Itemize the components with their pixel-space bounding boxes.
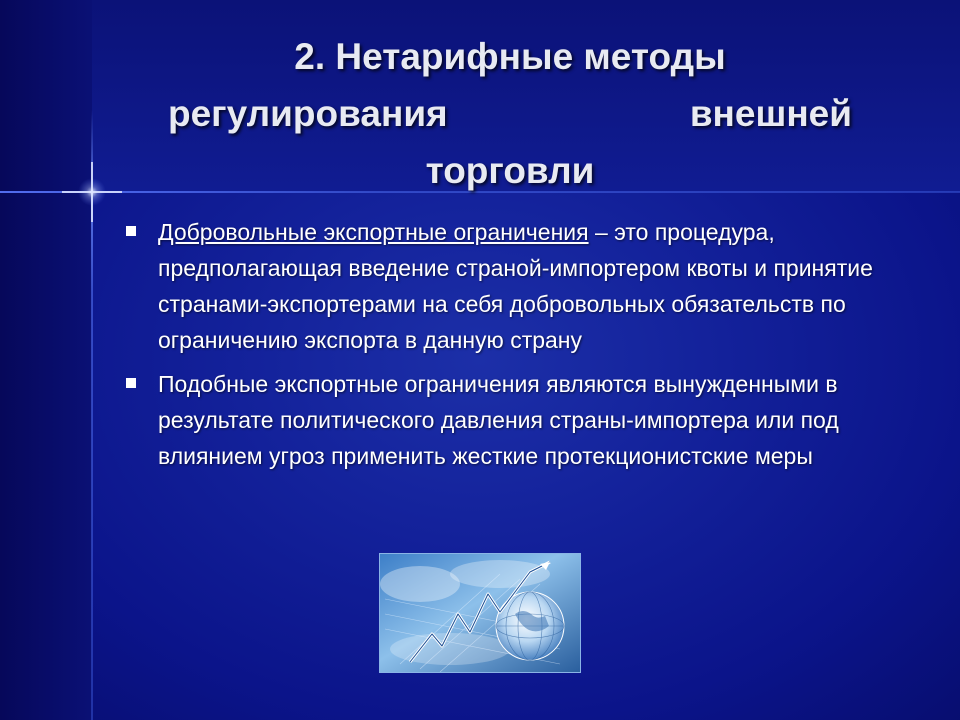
left-band <box>0 0 92 720</box>
globe-chart-image <box>379 553 581 673</box>
bullet-item <box>126 366 906 474</box>
bullet-term: Добровольные экспортные ограничения <box>158 219 589 245</box>
bullet-list <box>126 214 906 482</box>
square-bullet-icon <box>126 378 136 388</box>
slide-title <box>150 28 870 199</box>
title-line-3: торговли <box>425 150 595 191</box>
sparkle-icon <box>60 160 124 224</box>
title-line-1: 2. Нетарифные методы <box>294 36 726 77</box>
bullet-text: Подобные экспортные ограничения являются вынужденными в результате политического давления страны-импортера или под влиянием угроз применить жесткие протекционистские меры <box>158 371 839 469</box>
square-bullet-icon <box>126 226 136 236</box>
title-line-2-right: внешней <box>689 93 852 134</box>
title-line-2-left: регулирования <box>168 93 448 134</box>
title-line-2 <box>150 85 870 142</box>
bullet-item <box>126 214 906 358</box>
bullet-text: – это процедура, предполагающая введение страной-импортером квоты и принятие странами-экспортерами на себя добровольных обязательств по ограничению экспорта в данную страну <box>158 219 873 353</box>
